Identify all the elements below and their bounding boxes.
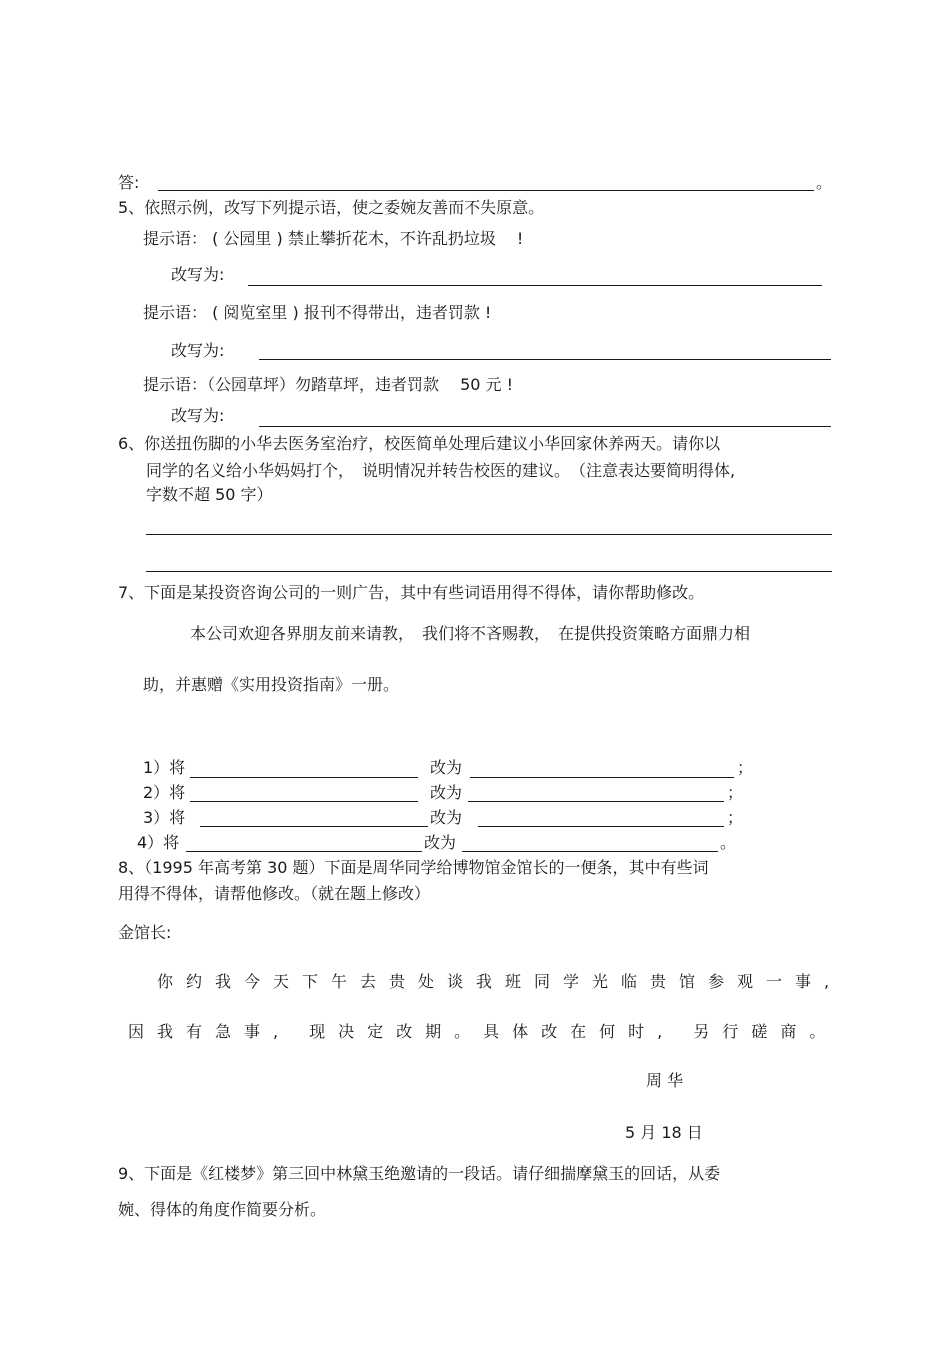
q7-item-3-line-a xyxy=(200,826,428,827)
q6-line-1: 6、你送扭伤脚的小华去医务室治疗，校医简单处理后建议小华回家休养两天。请你以 xyxy=(118,434,721,453)
q7-item-2-num: 2）将 xyxy=(143,783,186,802)
answer-line xyxy=(158,190,814,191)
q5-prompt-1: 提示语： ( 公园里 ) 禁止攀折花木，不许乱扔垃圾 ! xyxy=(143,229,524,248)
q7-item-1-line-a xyxy=(190,777,418,778)
q5-rewrite-label-2: 改写为: xyxy=(171,341,225,360)
q7-item-2-line-b xyxy=(468,801,724,802)
q7-item-1-end: ； xyxy=(737,758,754,777)
q5-rewrite-line-3 xyxy=(259,426,831,427)
answer-label: 答: xyxy=(118,173,140,192)
q8-salutation: 金馆长: xyxy=(118,923,172,942)
q5-title: 5、依照示例，改写下列提示语，使之委婉友善而不失原意。 xyxy=(118,198,545,217)
q7-item-2-line-a xyxy=(190,801,418,802)
q5-prompt-3: 提示语：（公园草坪）勿踏草坪，违者罚款 50 元 ! xyxy=(143,375,514,394)
q5-rewrite-line-2 xyxy=(259,359,831,360)
q7-item-2-end: ； xyxy=(727,783,744,802)
answer-end: 。 xyxy=(816,173,833,192)
q9-line-2: 婉、得体的角度作简要分析。 xyxy=(118,1200,327,1219)
q7-title: 7、下面是某投资咨询公司的一则广告，其中有些词语用得不得体，请你帮助修改。 xyxy=(118,583,705,602)
q5-prompt-2: 提示语： ( 阅览室里 ) 报刊不得带出，违者罚款 ! xyxy=(143,303,492,322)
q8-signature: 周 华 xyxy=(646,1071,684,1090)
q7-item-2-change: 改为 xyxy=(430,783,463,802)
q8-note-line-1: 你约我今天下午去贵处谈我班同学光临贵馆参观一事, xyxy=(157,972,843,991)
q5-rewrite-label-1: 改写为: xyxy=(171,265,225,284)
q8-line-1: 8、（1995 年高考第 30 题）下面是周华同学给博物馆金馆长的一便条，其中有些词 xyxy=(118,858,709,877)
q7-item-1-change: 改为 xyxy=(430,758,463,777)
q8-note-line-2: 因我有急事, 现决定改期。具体改在何时, 另行磋商。 xyxy=(128,1022,839,1041)
q7-item-4-change: 改为 xyxy=(424,833,457,852)
q7-item-3-num: 3）将 xyxy=(143,808,186,827)
q7-item-4-line-a xyxy=(186,851,422,852)
q9-line-1: 9、下面是《红楼梦》第三回中林黛玉绝邀请的一段话。请仔细揣摩黛玉的回话，从委 xyxy=(118,1164,721,1183)
q7-item-3-change: 改为 xyxy=(430,808,463,827)
q8-line-2: 用得不得体，请帮他修改。（就在题上修改） xyxy=(118,884,431,903)
q6-line-3: 字数不超 50 字） xyxy=(146,485,273,504)
q7-item-4-end: 。 xyxy=(720,833,737,852)
q6-answer-line-1 xyxy=(146,534,832,535)
q7-item-3-line-b xyxy=(478,826,724,827)
q7-item-1-line-b xyxy=(470,777,734,778)
q7-item-1-num: 1）将 xyxy=(143,758,186,777)
q5-rewrite-label-3: 改写为: xyxy=(171,406,225,425)
q6-line-2: 同学的名义给小华妈妈打个， 说明情况并转告校医的建议。 （注意表达要简明得体, xyxy=(146,461,736,480)
q5-rewrite-line-1 xyxy=(248,285,822,286)
q7-item-4-num: 4）将 xyxy=(137,833,180,852)
q7-item-4-line-b xyxy=(462,851,718,852)
q6-answer-line-2 xyxy=(146,571,832,572)
q7-ad-line-2: 助，并惠赠《实用投资指南》一册。 xyxy=(143,675,400,694)
q7-ad-line-1: 本公司欢迎各界朋友前来请教， 我们将不吝赐教， 在提供投资策略方面鼎力相 xyxy=(190,624,751,643)
q8-date: 5 月 18 日 xyxy=(625,1123,703,1142)
q7-item-3-end: ； xyxy=(727,808,744,827)
